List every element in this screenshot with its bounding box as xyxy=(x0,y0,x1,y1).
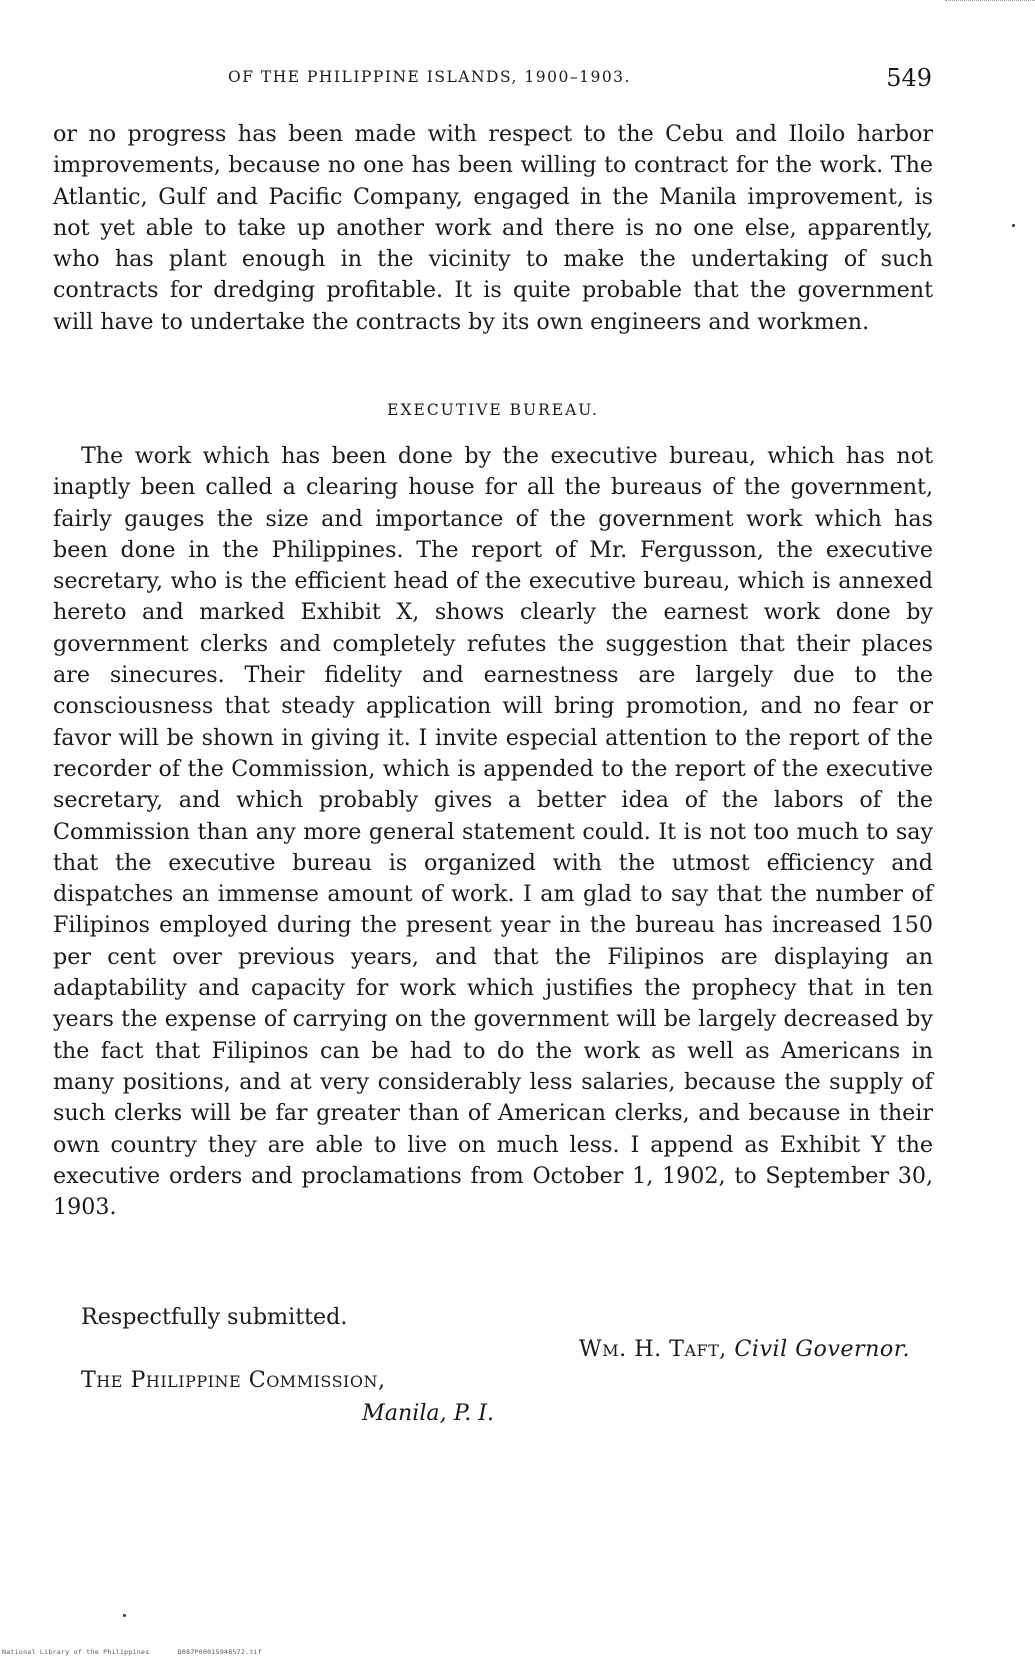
closing-line: Respectfully submitted. xyxy=(81,1304,348,1330)
scan-footer xyxy=(2,1648,262,1656)
scan-edge-mark xyxy=(945,0,1035,2)
signature-title: Civil Governor. xyxy=(734,1336,910,1362)
section-heading: EXECUTIVE BUREAU. xyxy=(387,401,599,419)
page-number: 549 xyxy=(886,64,932,92)
paragraph-harbor-improvements: or no progress has been made with respect to the Cebu and Iloilo harbor improvements, because no one has been willing to contract for the work. The Atlantic, Gulf and Pacific Company, engaged in the Manila improvement, is not yet able to take up another work and there is no one else, apparently, who has plant enough in the vicinity to make the undertaking of such contracts for dredging profitable. It is quite probable that the government will have to undertake the contracts by its own engineers and workmen. xyxy=(53,121,933,335)
page-header xyxy=(53,64,932,94)
paragraph-executive-bureau: The work which has been done by the executive bureau, which has not inaptly been called a clearing house for all the bureaus of the government, fairly gauges the size and importance of the government work which has been done in the Philippines. The report of Mr. Fergusson, the executive secretary, who is the efficient head of the executive bureau, which is annexed hereto and marked Exhibit X, shows clearly the earnest work done by government clerks and completely refutes the suggestion that their places are sinecures. Their fidelity and earnestness are largely due to the consciousness that steady application will bring promotion, and no fear or favor will be shown in giving it. I invite especial attention to the report of the recorder of the Commission, which is appended to the report of the executive secretary, and which probably gives a better idea of the labors of the Commission than any more general statement could. It is not too much to say that the executive bureau is organized with the utmost efficiency and dispatches an immense amount of work. I am glad to say that the number of Filipinos employed during the present year in the bureau has increased 150 per cent over previous years, and that the Filipinos are displaying an adaptability and capacity for work which justifies the prophecy that in ten years the expense of carrying on the government will be largely decreased by the fact that Filipinos can be had to do the work as well as Americans in many positions, and at very considerably less salaries, because the supply of such clerks will be far greater than of American clerks, and because in their own country they are able to live on much less. I append as Exhibit Y the executive orders and proclamations from October 1, 1902, to September 30, 1903. xyxy=(53,443,933,1221)
signature-block xyxy=(579,1336,910,1362)
footer-file: D087P00015948572.tif xyxy=(177,1648,262,1656)
footer-library: National Library of the Philippines xyxy=(2,1648,150,1656)
signature-name: Wm. H. Taft, xyxy=(578,1336,727,1362)
scan-speck xyxy=(123,1614,126,1617)
scan-speck xyxy=(1012,224,1015,227)
location: Manila, P. I. xyxy=(362,1400,495,1426)
running-head: OF THE PHILIPPINE ISLANDS, 1900–1903. xyxy=(228,68,631,86)
addressee: The Philippine Commission, xyxy=(81,1367,386,1393)
